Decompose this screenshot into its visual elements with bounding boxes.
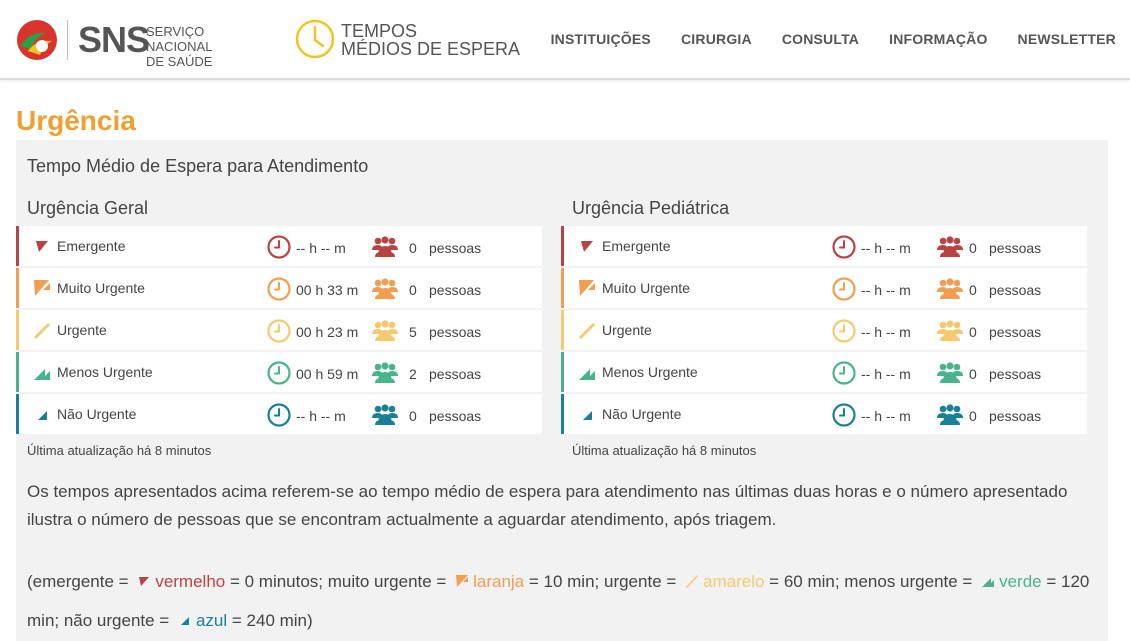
people-count: 0 [409, 408, 417, 424]
nav-informacao[interactable]: INFORMAÇÃO [889, 31, 988, 47]
people-label: pessoas [989, 408, 1042, 424]
sns-wordmark[interactable]: SNS [78, 19, 150, 60]
triage-label: Menos Urgente [602, 364, 698, 380]
pediatrica-row-emergente [561, 226, 1087, 266]
legend-text-2: = 10 min; urgente = [524, 572, 682, 591]
people-count: 2 [409, 366, 417, 382]
geral-row-emergente [16, 226, 542, 266]
wait-time: 00 h 23 m [296, 324, 359, 340]
legend-vermelho: vermelho [155, 572, 226, 591]
urgencia-geral-title: Urgência Geral [27, 198, 149, 218]
sns-subtitle [146, 24, 266, 69]
legend-azul: azul [195, 611, 228, 630]
description-text: Os tempos apresentados acima referem-se ao tempo médio de espera para atendimento nas últimas duas horas e o número apresentado ilustra o número de pessoas que se encontram actualmente a aguardar atendimento, após triagem. [27, 482, 1068, 529]
clock-icon [267, 277, 291, 301]
wait-time: 00 h 59 m [296, 366, 359, 382]
app-title-line1: TEMPOS [341, 21, 418, 41]
logo-divider [67, 20, 68, 60]
people-count: 0 [409, 240, 417, 256]
triage-label: Não Urgente [602, 406, 682, 422]
triage-label: Não Urgente [57, 406, 137, 422]
menos-urgente-triage-icon [33, 363, 51, 381]
geral-row-menos-urgente [16, 352, 542, 392]
legend-open: (emergente = [27, 572, 134, 591]
people-icon [372, 236, 398, 258]
geral-row-muito-urgente [16, 268, 542, 308]
legend-text-4: = 120 min; não urgente = [27, 572, 1090, 630]
nav-cirurgia[interactable]: CIRURGIA [680, 31, 752, 47]
legend-text-3: = 60 min; menos urgente = [764, 572, 978, 591]
people-label: pessoas [429, 282, 482, 298]
clock-icon [267, 235, 291, 259]
nao-urgente-triage-icon [178, 613, 192, 627]
menos-urgente-triage-icon [578, 363, 596, 381]
pediatrica-row-muito-urgente [561, 268, 1087, 308]
people-count: 0 [969, 324, 977, 340]
emergente-triage-icon [33, 237, 51, 255]
app-title[interactable] [341, 22, 541, 58]
pediatrica-row-menos-urgente [561, 352, 1087, 392]
wait-time: -- h -- m [296, 240, 346, 256]
wait-time: -- h -- m [861, 408, 911, 424]
muito-urgente-triage-icon [455, 574, 469, 588]
waiting-times-panel [16, 140, 1108, 641]
site-header [0, 0, 1130, 80]
people-icon [372, 404, 398, 426]
urgencia-pediatrica-update: Última atualização há 8 minutos [572, 443, 757, 458]
people-count: 0 [969, 282, 977, 298]
sns-logo-icon[interactable] [16, 19, 58, 61]
wait-time: 00 h 33 m [296, 282, 359, 298]
legend-amarelo: amarelo [703, 572, 765, 591]
people-icon [937, 320, 963, 342]
wait-time: -- h -- m [861, 240, 911, 256]
nao-urgente-triage-icon [33, 405, 51, 423]
urgencia-geral-rows [16, 226, 542, 436]
triage-label: Muito Urgente [57, 280, 145, 296]
triage-label: Muito Urgente [602, 280, 690, 296]
people-label: pessoas [429, 240, 482, 256]
panel-heading: Tempo Médio de Espera para Atendimento [27, 156, 369, 176]
clock-icon [832, 361, 856, 385]
people-count: 5 [409, 324, 417, 340]
people-label: pessoas [429, 324, 482, 340]
nav-newsletter[interactable]: NEWSLETTER [1017, 31, 1116, 47]
nav-consulta[interactable]: CONSULTA [781, 31, 860, 47]
sns-subtitle-line1: SERVIÇO NACIONAL [146, 24, 213, 54]
emergente-triage-icon [578, 237, 596, 255]
nav-instituicoes[interactable]: INSTITUIÇÕES [550, 31, 651, 47]
wait-time: -- h -- m [296, 408, 346, 424]
pediatrica-row-urgente [561, 310, 1087, 350]
app-title-line2: MÉDIOS DE ESPERA [341, 39, 521, 59]
people-label: pessoas [989, 366, 1042, 382]
urgente-triage-icon [685, 574, 699, 588]
triage-label: Urgente [57, 322, 107, 338]
triage-label: Urgente [602, 322, 652, 338]
urgencia-pediatrica-rows [561, 226, 1087, 436]
legend-text-1: = 0 minutos; muito urgente = [225, 572, 452, 591]
pediatrica-row-nao-urgente [561, 394, 1087, 434]
legend-verde: verde [999, 572, 1042, 591]
menos-urgente-triage-icon [981, 574, 995, 588]
people-icon [937, 278, 963, 300]
people-label: pessoas [989, 324, 1042, 340]
geral-row-urgente [16, 310, 542, 350]
people-icon [372, 320, 398, 342]
clock-logo-icon[interactable] [295, 19, 335, 59]
people-count: 0 [969, 408, 977, 424]
urgencia-pediatrica-title: Urgência Pediátrica [572, 198, 730, 218]
sns-subtitle-line2: DE SAÚDE [146, 54, 213, 69]
clock-icon [267, 361, 291, 385]
people-count: 0 [969, 366, 977, 382]
wait-time: -- h -- m [861, 282, 911, 298]
people-icon [937, 362, 963, 384]
clock-icon [832, 403, 856, 427]
legend-laranja: laranja [473, 572, 525, 591]
emergente-triage-icon [137, 574, 151, 588]
wait-time: -- h -- m [861, 366, 911, 382]
color-legend [27, 562, 1097, 640]
people-count: 0 [969, 240, 977, 256]
urgencia-geral-update: Última atualização há 8 minutos [27, 443, 212, 458]
people-label: pessoas [989, 282, 1042, 298]
triage-label: Emergente [602, 238, 671, 254]
muito-urgente-triage-icon [33, 279, 51, 297]
page-title: Urgência [16, 105, 136, 136]
legend-text-5: = 240 min) [227, 611, 313, 630]
clock-icon [832, 277, 856, 301]
people-icon [372, 362, 398, 384]
clock-icon [832, 235, 856, 259]
triage-label: Emergente [57, 238, 126, 254]
urgente-triage-icon [33, 321, 51, 339]
muito-urgente-triage-icon [578, 279, 596, 297]
people-label: pessoas [989, 240, 1042, 256]
urgente-triage-icon [578, 321, 596, 339]
triage-label: Menos Urgente [57, 364, 153, 380]
people-label: pessoas [429, 408, 482, 424]
clock-icon [832, 319, 856, 343]
people-icon [372, 278, 398, 300]
people-icon [937, 404, 963, 426]
main-nav [551, 31, 1116, 47]
people-count: 0 [409, 282, 417, 298]
nao-urgente-triage-icon [578, 405, 596, 423]
people-label: pessoas [429, 366, 482, 382]
clock-icon [267, 403, 291, 427]
geral-row-nao-urgente [16, 394, 542, 434]
people-icon [937, 236, 963, 258]
wait-time: -- h -- m [861, 324, 911, 340]
clock-icon [267, 319, 291, 343]
